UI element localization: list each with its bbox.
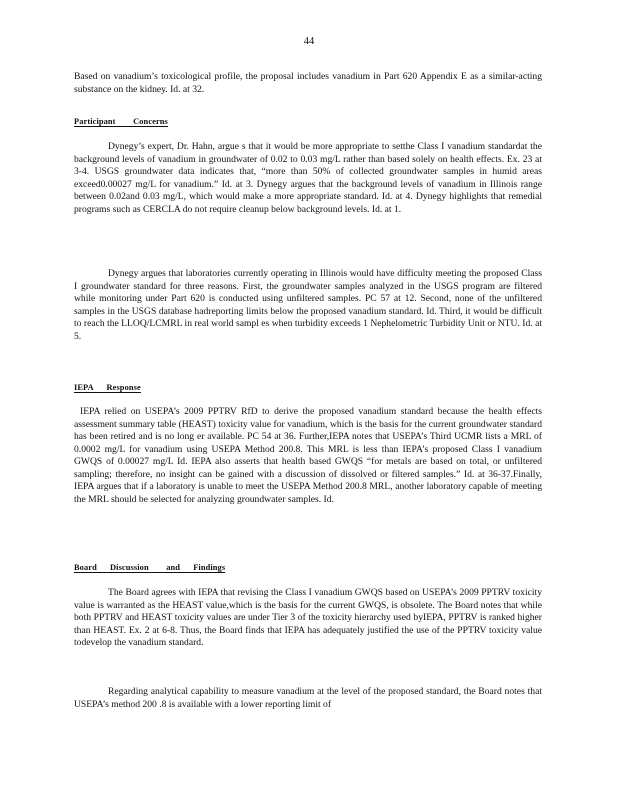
heading-board-discussion — [74, 563, 225, 573]
paragraph-board-agrees: The Board agrees with IEPA that revising the Class I vanadium GWQS based on USEPA’s 2009 PPTRV toxicity value is warranted as the HEAST value,which is the basis for the current GWQS, is obsolete. The Board notes that while both PPTRV and HEAST toxicity values are under Tier 3 of the toxicity hierarchy used byIEPA, PPTRV is ranked higher than HEAST. Ex. 2 at 6-8. Thus, the Board finds that IEPA has adequately justified the use of the PPTRV toxicity value todevelop the vanadium standard. — [74, 587, 542, 648]
heading-iepa-response — [74, 383, 141, 393]
paragraph-dynegy-laboratories: Dynegy argues that laboratories currently operating in Illinois would have difficulty meeting the proposed Class I groundwater standard for three reasons. First, the groundwater samples analyzed in the USGS program are filtered while monitoring under Part 620 is conducted using unfiltered samples. PC 57 at 12. Second, none of the unfiltered samples in the USGS database hadreporting limits below the proposed vanadium standard. Id. Third, it would be difficult to reach the LLOQ/LCMRL in real world sampl es when turbidity exceeds 1 Nephelometric Turbidity Unit or NTU. Id. at 5. — [74, 268, 542, 342]
page-number: 44 — [303, 36, 315, 47]
paragraph-dynegy-expert: Dynegy’s expert, Dr. Hahn, argue s that it would be more appropriate to setthe Class I vanadium standardat the background levels of vanadium in groundwater of 0.02 to 0.03 mg/L rather than based solely on health effects. Ex. 23 at 3-4. USGS groundwater data indicates that, “more than 50% of collected groundwater samples in humid areas exceed0.00027 mg/L for vanadium.” Id. at 3. Dynegy argues that the background levels of vanadium in Illinois range between 0.02and 0.03 mg/L, which would make a more appropriate standard. Id. at 4. Dynegy highlights that remedial programs such as CERCLA do not require cleanup below background levels. Id. at 1. — [74, 141, 542, 215]
heading-participant-concerns — [74, 117, 168, 127]
paragraph-iepa-relied: IEPA relied on USEPA’s 2009 PPTRV RfD to derive the proposed vanadium standard because the health effects assessment summary table (HEAST) toxicity value for vanadium, which is the basis for the current groundwater standard has been retired and is no long er available. PC 54 at 36. Further,IEPA notes that USEPA’s Third UCMR lists a MRL of 0.0002 mg/L for vanadium using USEPA Method 200.8. This MRL is less than IEPA’s proposed Class I vanadium GWQS of 0.00027 mg/L Id. IEPA also asserts that health based GWQS “for metals are based on total, or unfiltered sampling; therefore, no insight can be gained with a discussion of dissolved or filtered samples.” Id. at 36-37.Finally, IEPA argues that if a laboratory is unable to meet the USEPA Method 200.8 MRL, another laboratory capable of meeting the MRL should be selected for analyzing groundwater samples. Id. — [74, 406, 542, 505]
paragraph-analytical-capability: Regarding analytical capability to measure vanadium at the level of the proposed standard, the Board notes that USEPA’s method 200 .8 is available with a lower reporting limit of — [74, 686, 542, 710]
heading-iepa-response-text: IEPA Response — [74, 383, 141, 392]
paragraph-vanadium-profile: Based on vanadium’s toxicological profile, the proposal includes vanadium in Part 620 Appendix E as a similar-acting substance on the kidney. Id. at 32. — [74, 71, 542, 95]
heading-participant-concerns-text: Participant Concerns — [74, 117, 168, 126]
heading-board-discussion-text: Board Discussion and Findings — [74, 563, 226, 572]
